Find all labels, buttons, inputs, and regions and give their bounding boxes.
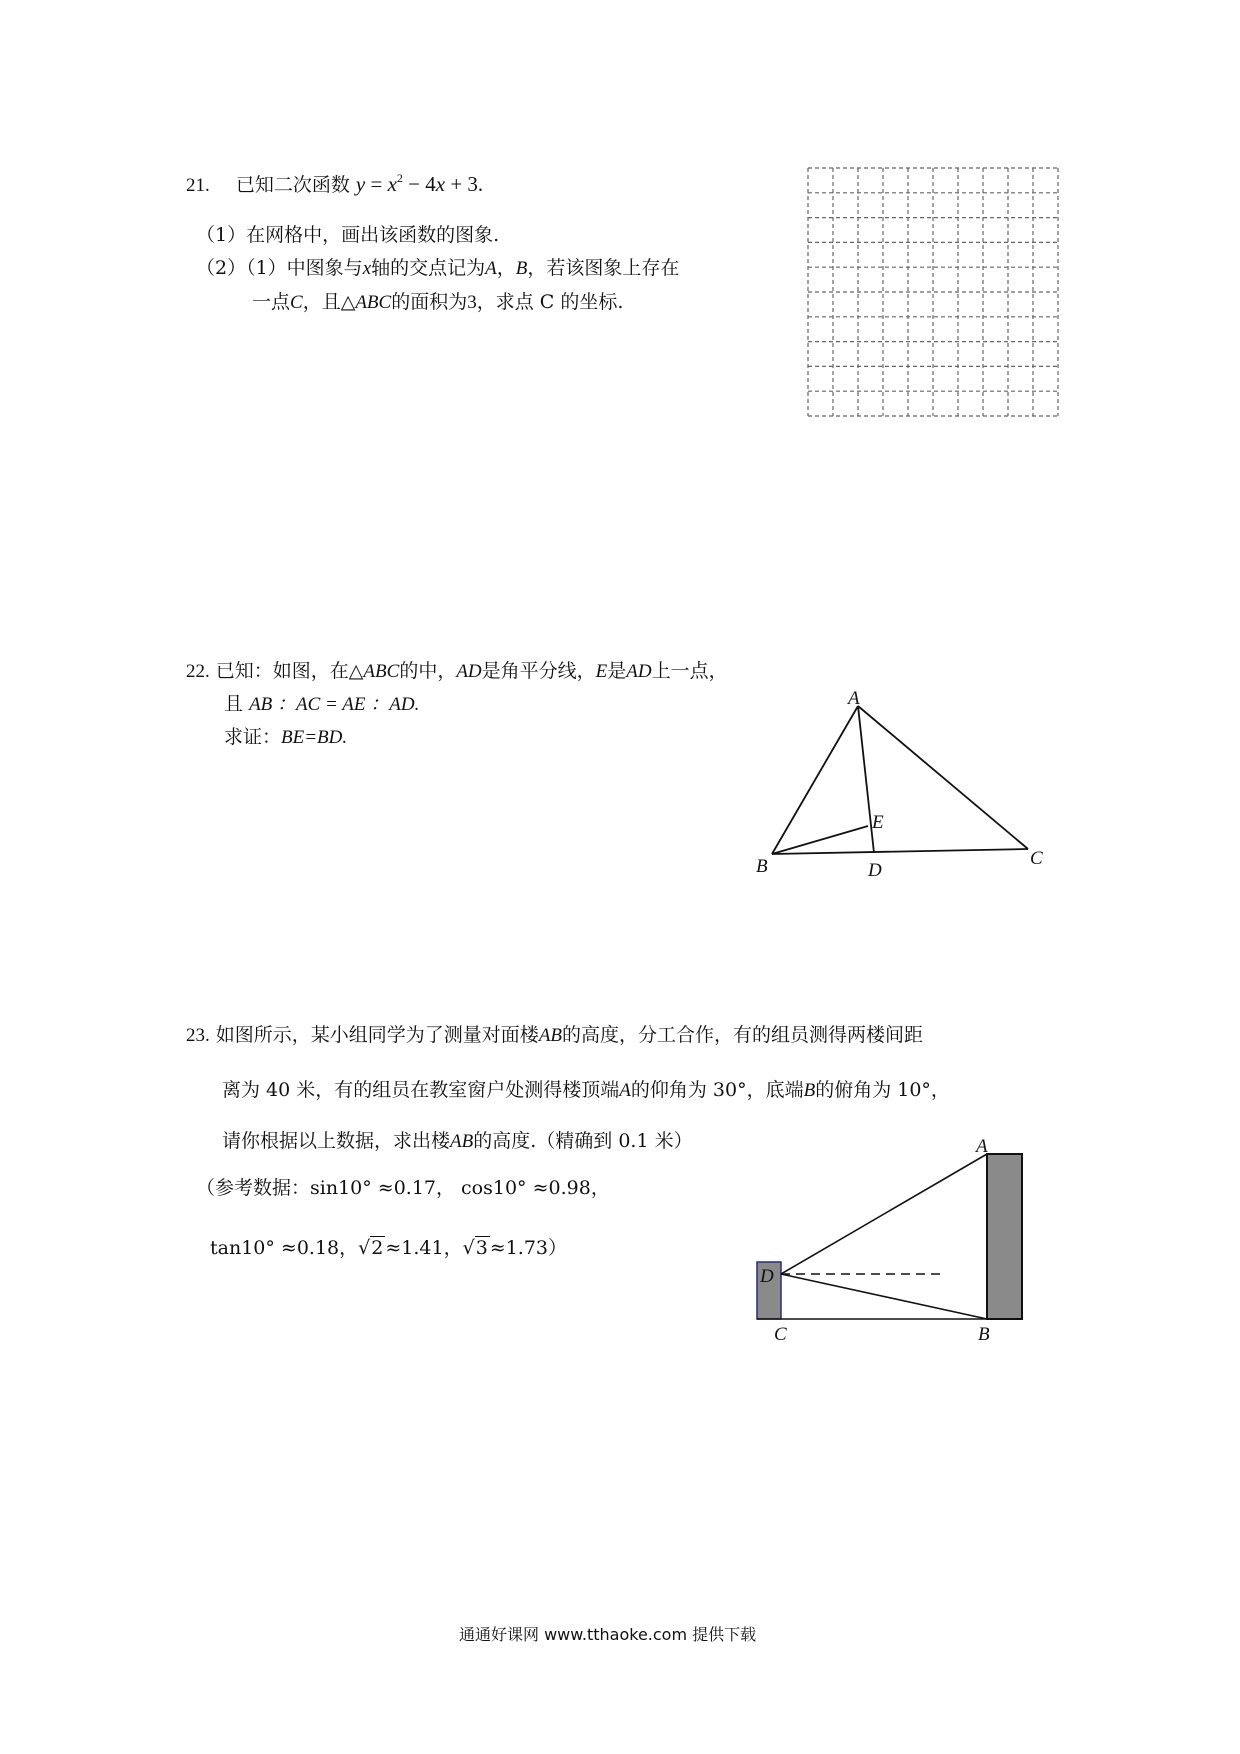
page-footer: 通通好课网 www.tthaoke.com 提供下载: [459, 1625, 757, 1644]
q21-function: $y = x^2 - 4x + 3$.: [355, 171, 484, 196]
q21-stem: [186, 170, 483, 197]
label-C: C: [1030, 848, 1043, 869]
q22-number: 22.: [186, 661, 210, 682]
label-A: A: [976, 1136, 988, 1157]
q23-line1: 23. 如图所示，某小组同学为了测量对面楼AB的高度，分工合作，有的组员测得两楼间距: [186, 1024, 924, 1046]
q23-figure: [750, 1136, 1040, 1342]
sightline-DB: [781, 1274, 987, 1319]
q21-part2-line1: （2）（1）中图象与x轴的交点记为A，B，若该图象上存在: [196, 257, 680, 279]
label-B: B: [978, 1324, 990, 1342]
q21-part2-line2: 一点C，且△ABC的面积为3，求点 C 的坐标.: [252, 291, 624, 313]
label-D: D: [868, 860, 882, 880]
label-E: E: [872, 812, 884, 833]
sqrt-symbol: √: [358, 1237, 371, 1259]
sightline-DA: [781, 1154, 987, 1274]
q22-line1: 22. 已知：如图，在△ABC的中，AD是角平分线，E是AD上一点，: [186, 660, 728, 682]
q23-number: 23.: [186, 1025, 210, 1046]
q21-number: 21.: [186, 175, 210, 196]
label-B: B: [756, 856, 768, 877]
q22-line2: 且 AB ：AC = AE ：AD.: [224, 693, 420, 715]
label-A: A: [848, 690, 860, 709]
q21-stem-text: 已知二次函数: [235, 174, 350, 196]
q23-line2: 离为 40 米，有的组员在教室窗户处测得楼顶端A的仰角为 30°，底端B的俯角为 10°，: [222, 1079, 950, 1101]
q22-line3: 求证：BE=BD.: [224, 726, 348, 748]
label-C: C: [774, 1324, 787, 1342]
q23-reference-data-2: tan10° ≈0.18，√2 ≈1.41，√3 ≈1.73）: [210, 1237, 568, 1259]
q23-reference-data: （参考数据：sin10° ≈0.17， cos10° ≈0.98，: [196, 1177, 610, 1199]
q21-part1: （1）在网格中，画出该函数的图象.: [196, 224, 500, 246]
label-D: D: [760, 1266, 774, 1287]
q23-line3: 请你根据以上数据，求出楼AB的高度.（精确到 0.1 米）: [222, 1130, 693, 1152]
sqrt-symbol: √: [462, 1237, 475, 1259]
building-AB: [987, 1154, 1022, 1319]
segment-BC: [772, 849, 1028, 854]
q21-grid: [806, 166, 1060, 418]
q22-figure: [750, 690, 1070, 880]
